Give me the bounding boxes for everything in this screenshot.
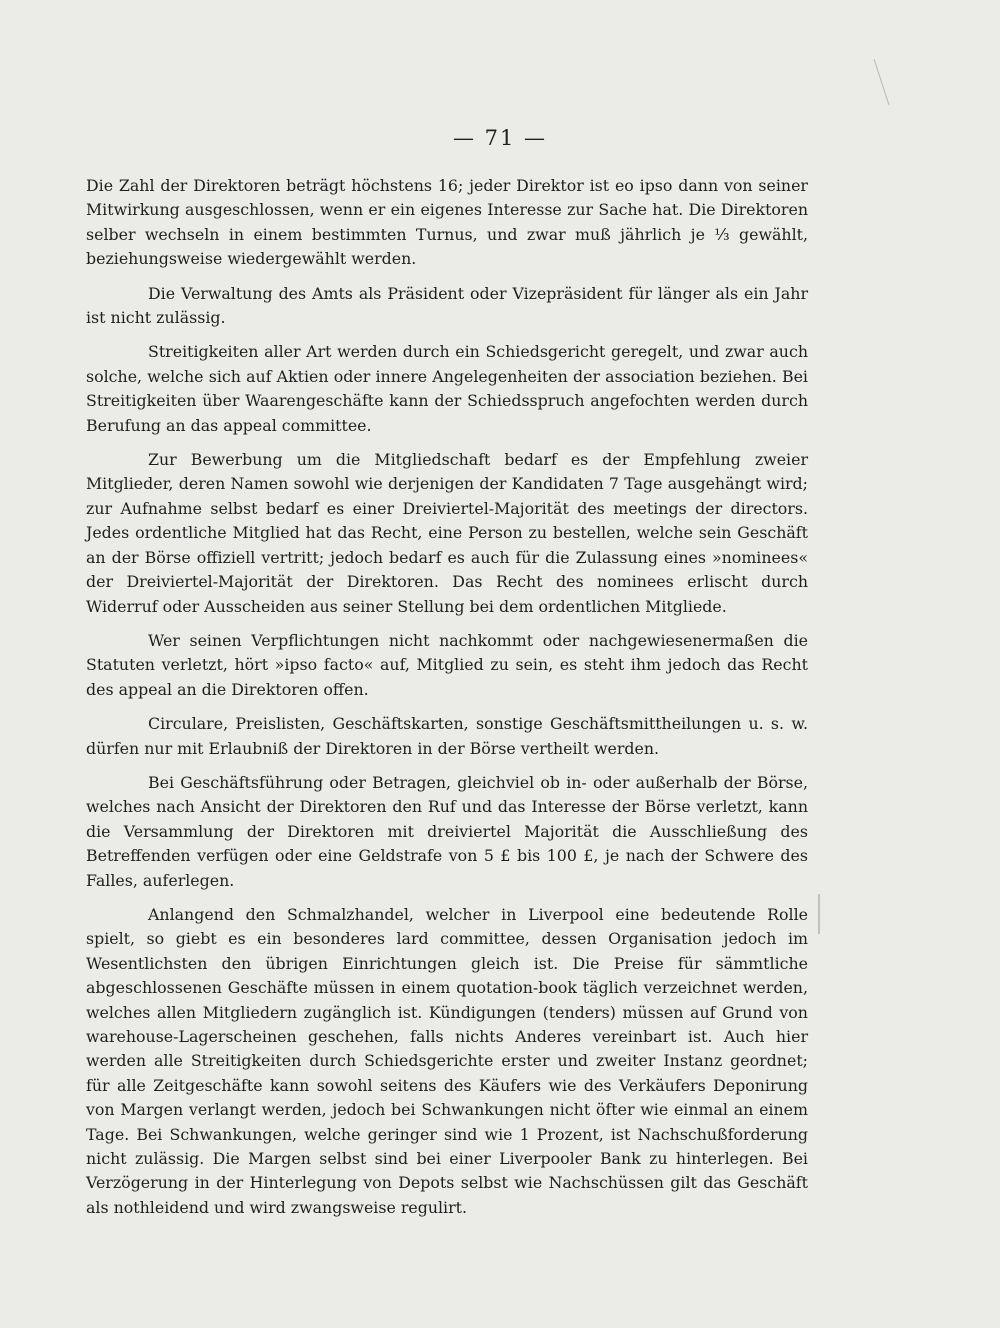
paper-crease-mark	[874, 59, 890, 105]
paragraph-6: Circulare, Preislisten, Geschäftskarten, sonstige Geschäftsmittheilungen u. s. w. dürfen nur mit Erlaubniß der Direktoren in der Börse vertheilt werden.	[86, 714, 808, 758]
paragraph-5: Wer seinen Verpflichtungen nicht nachkommt oder nachgewiesenermaßen die Statuten verletzt, hört »ipso facto« auf, Mitglied zu sein, es steht ihm jedoch das Recht des appeal an die Direktoren offen.	[86, 630, 808, 699]
paragraph-1: Die Zahl der Direktoren beträgt höchstens 16; jeder Direktor ist eo ipso dann von seiner Mitwirkung ausgeschlossen, wenn er ein eigenes Interesse zur Sache hat. Die Direktoren selber wechseln in einem bestimmten Turnus, und zwar muß jährlich je ⅓ gewählt, beziehungsweise wiedergewählt werden.	[86, 176, 808, 269]
paragraph-2: Die Verwaltung des Amts als Präsident oder Vizepräsident für länger als ein Jahr ist nicht zulässig.	[86, 283, 808, 328]
margin-mark	[818, 894, 820, 934]
paragraph-3: Streitigkeiten aller Art werden durch ein Schiedsgericht geregelt, und zwar auch solche, welche sich auf Aktien oder innere Angelegenheiten der association beziehen. Bei Streitigkeiten über Waarengeschäfte kann der Schiedsspruch angefochten werden durch Berufung an das appeal committee.	[86, 342, 808, 435]
paragraph-7: Bei Geschäftsführung oder Betragen, gleichviel ob in- oder außerhalb der Börse, welches nach Ansicht der Direktoren den Ruf und das Interesse der Börse verletzt, kann die Versammlung der Direktoren mit dreiviertel Majorität die Ausschließung des Betreffenden verfügen oder eine Geldstrafe von 5 £ bis 100 £, je nach der Schwere des Falles, auferlegen.	[86, 772, 808, 890]
page-number: — 71 —	[452, 126, 548, 150]
body-text	[86, 174, 808, 1230]
paragraph-8: Anlangend den Schmalzhandel, welcher in Liverpool eine bedeutende Rolle spielt, so giebt es ein besonderes lard committee, dessen Organisation jedoch im Wesentlichsten den übrigen Einrichtungen gleich ist. Die Preise für sämmtliche abgeschlossenen Geschäfte müssen in einem quotation-book täglich verzeichnet werden, welches allen Mitgliedern zugänglich ist. Kündigungen (tenders) müssen auf Grund von warehouse-Lagerscheinen geschehen, falls nichts Anderes vereinbart ist. Auch hier werden alle Streitigkeiten durch Schiedsgerichte erster und zweiter Instanz geordnet; für alle Zeitgeschäfte kann sowohl seitens des Käufers wie des Verkäufers Deponirung von Margen verlangt werden, jedoch bei Schwankungen nicht öfter wie einmal an einem Tage. Bei Schwankungen, welche geringer sind wie 1 Prozent, ist Nachschußforderung nicht zulässig. Die Margen selbst sind bei einer Liverpooler Bank zu hinterlegen. Bei Verzögerung in der Hinterlegung von Depots selbst wie Nachschüssen gilt das Geschäft als nothleidend und wird zwangsweise regulirt.	[86, 904, 808, 1217]
paragraph-4: Zur Bewerbung um die Mitgliedschaft bedarf es der Empfehlung zweier Mitglieder, deren Namen sowohl wie derjenigen der Kandidaten 7 Tage ausgehängt wird; zur Aufnahme selbst bedarf es einer Dreiviertel-Majorität des meetings der directors. Jedes ordentliche Mitglied hat das Recht, eine Person zu bestellen, welche sein Geschäft an der Börse offiziell vertritt; jedoch bedarf es auch für die Zulassung eines »nominees« der Dreiviertel-Majorität der Direktoren. Das Recht des nominees erlischt durch Widerruf oder Ausscheiden aus seiner Stellung bei dem ordentlichen Mitgliede.	[86, 450, 808, 616]
